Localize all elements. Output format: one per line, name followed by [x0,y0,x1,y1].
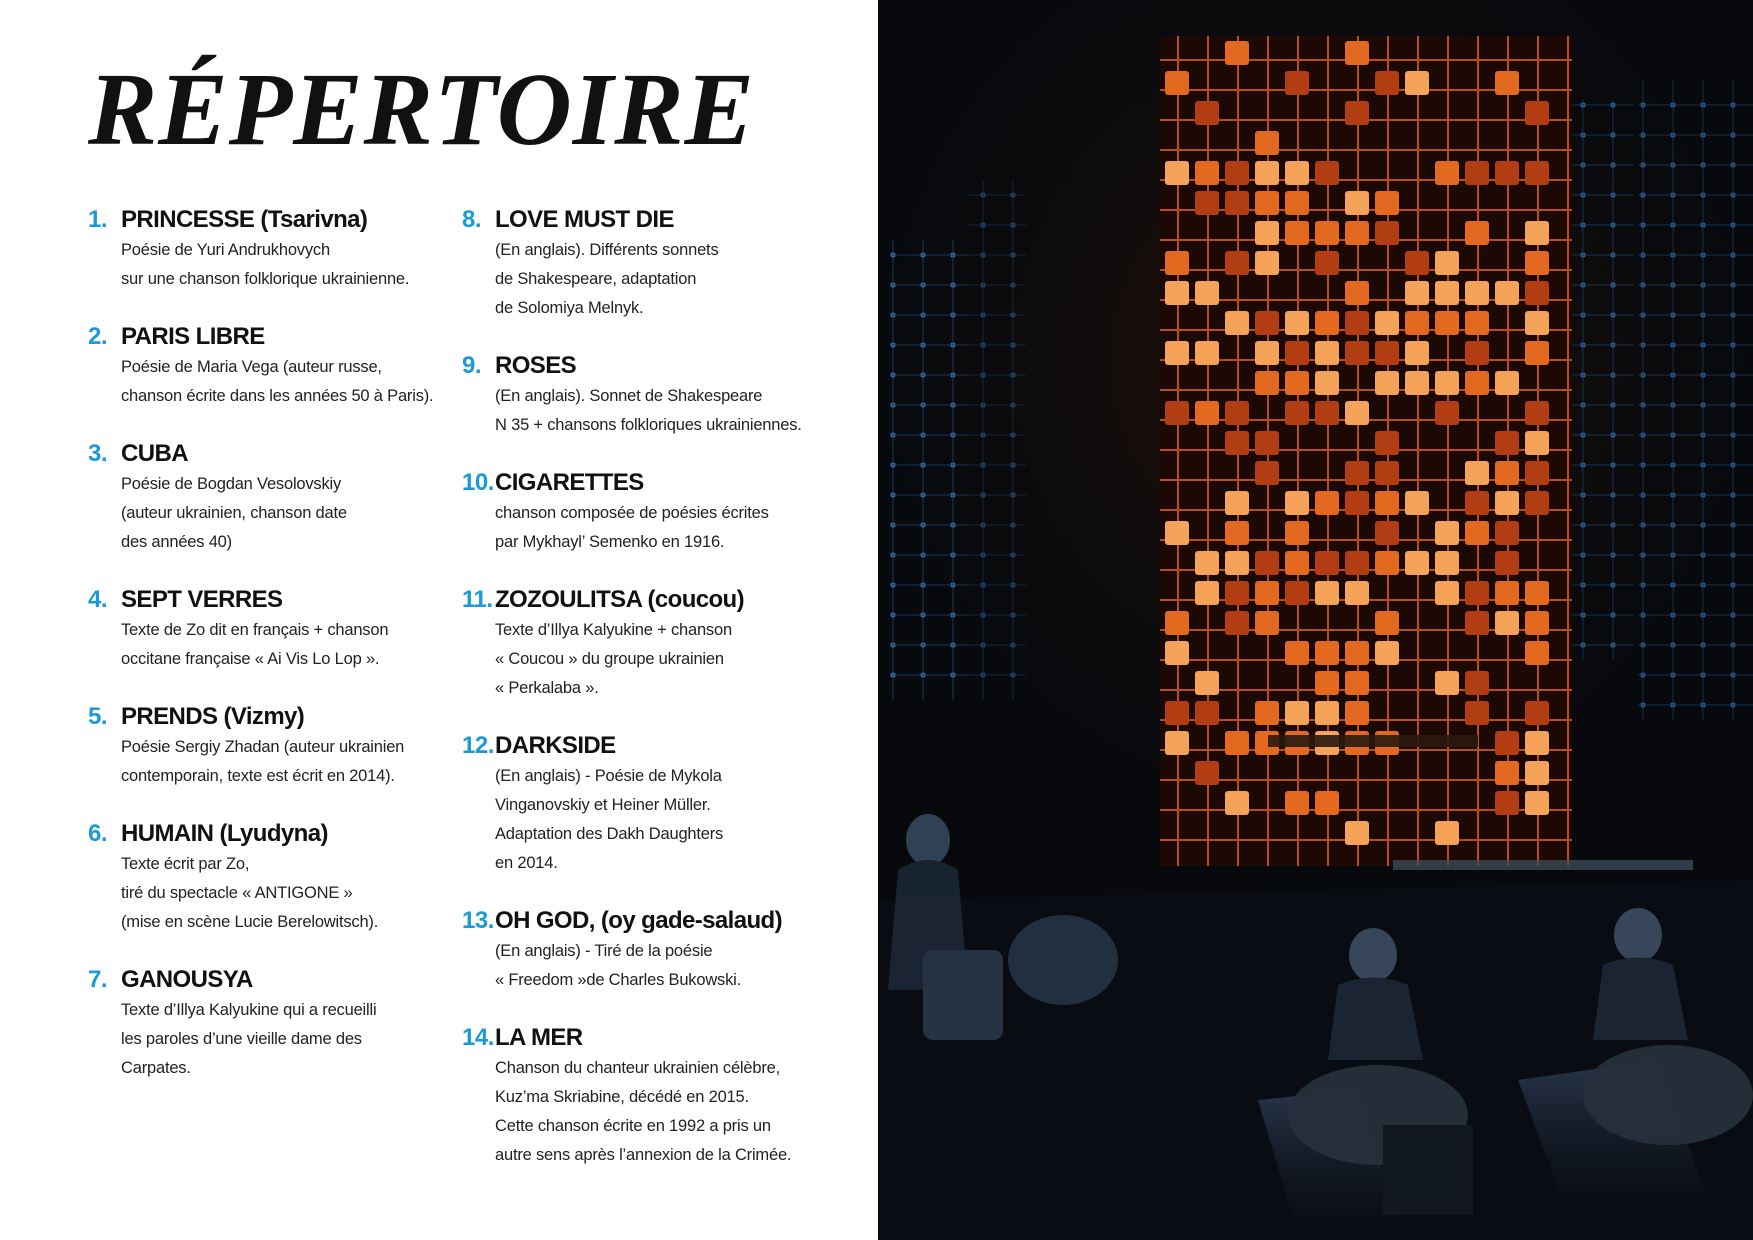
item-title: HUMAIN (Lyudyna) [121,820,328,847]
lit-square [1195,401,1219,425]
item-description [495,236,862,323]
item-number: 11. [462,586,493,613]
lit-square [1315,401,1339,425]
lit-square [1375,341,1399,365]
repertoire-item [88,438,468,584]
lit-square [1525,401,1549,425]
lit-square [1465,521,1489,545]
lit-square [1375,641,1399,665]
lit-square [1315,311,1339,335]
lit-square [1525,641,1549,665]
stage-photo [878,0,1753,1240]
item-description-line: Texte écrit par Zo, [121,855,250,873]
lit-square [1525,461,1549,485]
item-number: 10. [462,469,494,496]
lit-square [1465,371,1489,395]
lit-square [1525,341,1549,365]
lit-square [1285,311,1309,335]
lit-square [1465,671,1489,695]
lit-square [1525,281,1549,305]
lit-square [1285,401,1309,425]
lit-square [1525,431,1549,455]
lit-square [1165,161,1189,185]
item-description-line: (mise en scène Lucie Berelowitsch). [121,913,379,931]
item-title: PRENDS (Vizmy) [121,703,305,730]
lit-square [1255,221,1279,245]
item-description-line: Cette chanson écrite en 1992 a pris un [495,1117,771,1135]
lit-square [1525,101,1549,125]
item-description [121,353,468,411]
lit-square [1345,221,1369,245]
item-title: PARIS LIBRE [121,323,265,350]
item-description-line: Adaptation des Dakh Daughters [495,825,724,843]
lit-square [1195,281,1219,305]
lit-square [1255,191,1279,215]
item-description-line: tiré du spectacle « ANTIGONE » [121,884,353,902]
item-description [495,616,862,703]
repertoire-item [88,964,468,1110]
lit-square [1405,251,1429,275]
item-description [495,1054,862,1170]
lit-square [1255,431,1279,455]
lit-square [1165,701,1189,725]
lit-square [1285,161,1309,185]
lit-square [1405,341,1429,365]
lit-square [1495,161,1519,185]
lit-square [1375,71,1399,95]
lit-square [1525,611,1549,635]
lit-square [1255,611,1279,635]
lit-square [1345,401,1369,425]
lit-square [1285,71,1309,95]
item-number: 8. [462,206,482,233]
lit-square [1375,461,1399,485]
lit-square [1465,581,1489,605]
lit-square [1225,581,1249,605]
lit-square [1405,491,1429,515]
item-description-line: « Coucou » du groupe ukrainien [495,650,724,668]
repertoire-item [462,350,862,467]
lit-square [1345,701,1369,725]
item-description-line: Texte d’Illya Kalyukine + chanson [495,621,732,639]
lit-square [1225,491,1249,515]
lit-square [1495,281,1519,305]
item-description [495,499,862,557]
item-description [121,236,468,294]
lit-square [1165,71,1189,95]
lit-square [1315,791,1339,815]
lit-square [1345,491,1369,515]
lit-square [1195,671,1219,695]
item-description-line: Kuz’ma Skriabine, décédé en 2015. [495,1088,749,1106]
lit-square [1255,341,1279,365]
lit-square [1375,491,1399,515]
lit-square [1525,581,1549,605]
lit-square [1525,311,1549,335]
lit-square [1195,761,1219,785]
repertoire-item [88,321,468,438]
lit-square [1525,161,1549,185]
item-number: 7. [88,966,108,993]
lit-square [1495,71,1519,95]
item-number: 6. [88,820,108,847]
lit-square [1165,641,1189,665]
lit-square [1225,431,1249,455]
lit-square [1225,191,1249,215]
lit-square [1405,281,1429,305]
lit-square [1225,551,1249,575]
lit-square [1525,251,1549,275]
item-description-line: par Mykhayl’ Semenko en 1916. [495,533,725,551]
lit-square [1315,221,1339,245]
lit-square [1225,161,1249,185]
lit-square [1345,551,1369,575]
lit-square [1225,521,1249,545]
lit-square [1285,551,1309,575]
item-description-line: de Shakespeare, adaptation [495,270,697,288]
lit-square [1315,341,1339,365]
lit-square [1195,581,1219,605]
lit-square [1525,761,1549,785]
item-number: 1. [88,206,108,233]
item-title: OH GOD, (oy gade-salaud) [495,907,782,934]
lit-square [1165,401,1189,425]
item-description-line: sur une chanson folklorique ukrainienne. [121,270,410,288]
item-description [495,762,862,878]
lit-square [1285,371,1309,395]
lit-square [1285,191,1309,215]
lit-square [1375,221,1399,245]
lit-square [1345,41,1369,65]
item-description-line: Vinganovskiy et Heiner Müller. [495,796,711,814]
lit-square [1435,251,1459,275]
item-title: LOVE MUST DIE [495,206,674,233]
item-title: SEPT VERRES [121,586,283,613]
lit-square [1285,341,1309,365]
item-description-line: « Freedom »de Charles Bukowski. [495,971,741,989]
lit-square [1285,521,1309,545]
lit-square [1315,641,1339,665]
lit-square [1345,461,1369,485]
lit-square [1375,191,1399,215]
lit-square [1225,41,1249,65]
lit-square [1165,341,1189,365]
lit-square [1165,281,1189,305]
repertoire-item [88,818,468,964]
item-description-line: des années 40) [121,533,232,551]
item-title: ZOZOULITSA (coucou) [495,586,745,613]
lit-square [1165,521,1189,545]
lit-square [1285,491,1309,515]
item-number: 2. [88,323,108,350]
item-title: PRINCESSE (Tsarivna) [121,206,368,233]
item-description [121,996,468,1083]
item-description-line: Poésie de Bogdan Vesolovskiy [121,475,342,493]
lit-square [1195,101,1219,125]
lit-square [1315,551,1339,575]
lit-square [1345,821,1369,845]
lit-square [1375,371,1399,395]
item-number: 3. [88,440,108,467]
lit-square [1495,521,1519,545]
lit-square [1405,71,1429,95]
lit-square [1255,701,1279,725]
lit-square [1225,731,1249,755]
item-description [495,382,862,440]
item-number: 4. [88,586,108,613]
item-description-line: Carpates. [121,1059,191,1077]
item-description-line: Texte d’Illya Kalyukine qui a recueilli [121,1001,377,1019]
lit-square [1495,371,1519,395]
repertoire-item [462,730,862,905]
lit-square [1465,491,1489,515]
lit-square [1285,641,1309,665]
item-description-line: occitane française « Ai Vis Lo Lop ». [121,650,380,668]
lit-square [1165,251,1189,275]
repertoire-item [462,905,862,1022]
lit-square [1435,161,1459,185]
lit-square [1495,731,1519,755]
lit-square [1465,611,1489,635]
lit-square [1255,131,1279,155]
lit-square [1435,821,1459,845]
lit-square [1465,221,1489,245]
item-description-line: en 2014. [495,854,558,872]
repertoire-column-right [462,204,862,1168]
lit-square [1525,731,1549,755]
item-description-line: (En anglais). Sonnet de Shakespeare [495,387,763,405]
lit-square [1165,731,1189,755]
lit-square [1345,311,1369,335]
item-description-line: de Solomiya Melnyk. [495,299,644,317]
item-number: 12. [462,732,494,759]
item-title: GANOUSYA [121,966,253,993]
repertoire-item [88,584,468,701]
lit-square [1375,521,1399,545]
lit-square [1435,551,1459,575]
lit-square [1255,581,1279,605]
stage-photo-image [878,0,1753,1240]
lit-square [1345,641,1369,665]
lit-square [1345,671,1369,695]
lit-square [1315,671,1339,695]
lit-square [1255,551,1279,575]
repertoire-item [462,204,862,350]
lit-square [1225,251,1249,275]
item-title: ROSES [495,352,577,379]
lit-square [1285,581,1309,605]
lit-square [1225,611,1249,635]
lit-square [1435,581,1459,605]
repertoire-item [88,701,468,818]
item-description [121,470,468,557]
lit-square [1525,791,1549,815]
item-title: CUBA [121,440,188,467]
lit-square [1525,221,1549,245]
lit-square [1225,311,1249,335]
lit-square [1465,701,1489,725]
item-title: LA MER [495,1024,583,1051]
lit-square [1495,491,1519,515]
lit-square [1495,761,1519,785]
lit-square [1495,461,1519,485]
lit-square [1345,281,1369,305]
repertoire-column-left [88,204,468,1110]
lit-square [1495,581,1519,605]
lit-square [1255,461,1279,485]
lit-square [1345,101,1369,125]
item-description-line: chanson écrite dans les années 50 à Paris). [121,387,434,405]
lit-square [1435,401,1459,425]
item-description-line: (En anglais). Différents sonnets [495,241,719,259]
lit-square [1315,491,1339,515]
item-description-line: (En anglais) - Tiré de la poésie [495,942,713,960]
lit-square [1285,701,1309,725]
lit-square [1465,311,1489,335]
lit-square [1195,341,1219,365]
lit-square [1435,371,1459,395]
item-description [121,733,468,791]
item-description-line: contemporain, texte est écrit en 2014). [121,767,395,785]
lit-square [1435,281,1459,305]
item-description [121,616,468,674]
lit-square [1345,191,1369,215]
repertoire-item [462,584,862,730]
item-description-line: les paroles d’une vieille dame des [121,1030,362,1048]
item-number: 5. [88,703,108,730]
lit-square [1495,791,1519,815]
item-description-line: Poésie Sergiy Zhadan (auteur ukrainien [121,738,405,756]
item-description [121,850,468,937]
lit-square [1195,701,1219,725]
item-title: DARKSIDE [495,732,616,759]
lit-square [1465,461,1489,485]
item-description-line: (En anglais) - Poésie de Mykola [495,767,722,785]
item-title: CIGARETTES [495,469,644,496]
lit-square [1315,251,1339,275]
lit-square [1375,311,1399,335]
item-description-line: « Perkalaba ». [495,679,599,697]
lit-square [1195,551,1219,575]
lit-square [1495,551,1519,575]
repertoire-item [88,204,468,321]
lit-square [1435,671,1459,695]
page-title: RÉPERTOIRE [88,52,755,167]
item-description-line: Poésie de Yuri Andrukhovych [121,241,330,259]
lit-square [1405,371,1429,395]
lit-square [1465,341,1489,365]
item-description-line: autre sens après l’annexion de la Crimée. [495,1146,792,1164]
item-number: 13. [462,907,494,934]
lit-square [1345,581,1369,605]
item-number: 9. [462,352,482,379]
repertoire-item [462,467,862,584]
lit-square [1225,401,1249,425]
lit-square [1405,311,1429,335]
lit-square [1195,161,1219,185]
lit-square [1315,371,1339,395]
lit-square [1315,161,1339,185]
lit-square [1525,701,1549,725]
lit-square [1375,611,1399,635]
item-description-line: Chanson du chanteur ukrainien célèbre, [495,1059,781,1077]
lit-square [1225,791,1249,815]
lit-square [1435,521,1459,545]
item-description-line: (auteur ukrainien, chanson date [121,504,347,522]
lit-square [1375,431,1399,455]
lit-square [1495,611,1519,635]
lit-square [1345,341,1369,365]
item-description-line: Poésie de Maria Vega (auteur russe, [121,358,382,376]
item-number: 14. [462,1024,494,1051]
repertoire-item [462,1022,862,1168]
lit-square [1255,311,1279,335]
lit-square [1495,431,1519,455]
lit-square [1165,611,1189,635]
lit-square [1435,311,1459,335]
item-description [495,937,862,995]
lit-square [1465,161,1489,185]
lit-square [1375,551,1399,575]
item-description-line: chanson composée de poésies écrites [495,504,769,522]
lit-square [1285,221,1309,245]
item-description-line: Texte de Zo dit en français + chanson [121,621,389,639]
lit-square [1285,791,1309,815]
lit-square [1255,161,1279,185]
lit-square [1525,491,1549,515]
lit-square [1405,551,1429,575]
lit-square [1255,251,1279,275]
lit-square [1195,191,1219,215]
lit-square [1315,701,1339,725]
item-description-line: N 35 + chansons folkloriques ukrainiennes. [495,416,802,434]
lit-square [1255,371,1279,395]
lit-square [1465,281,1489,305]
lit-square [1315,581,1339,605]
